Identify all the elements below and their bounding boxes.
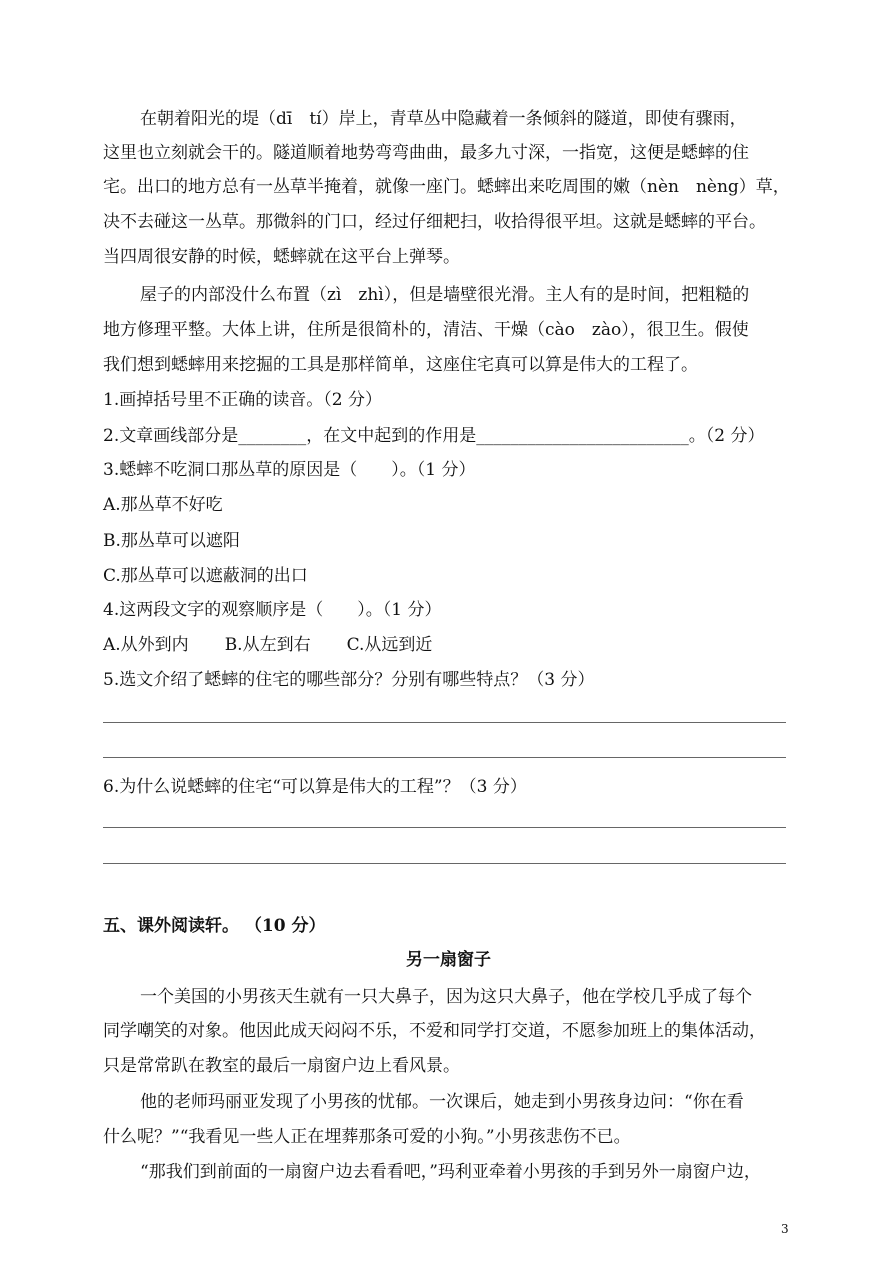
question-4-options	[103, 633, 468, 657]
passage-line: 决不去碰这一丛草。那微斜的门口，经过仔细耙扫，收拾得很平坦。这就是蟋蟀的平台。	[103, 212, 766, 232]
question-3-option-c: C.那丛草可以遮蔽洞的出口	[103, 566, 308, 586]
passage-title: 另一扇窗子	[406, 950, 491, 970]
question-4-option-c: C.从远到近	[346, 635, 433, 655]
passage-line: 屋子的内部没什么布置（zì zhì），但是墙壁很光滑。主人有的是时间，把粗糙的	[140, 285, 750, 305]
page-number: 3	[781, 1222, 789, 1236]
question-5: 5.选文介绍了蟋蟀的住宅的哪些部分？分别有哪些特点？（3 分）	[103, 670, 595, 690]
answer-line	[103, 863, 786, 864]
question-3-option-a: A.那丛草不好吃	[103, 495, 223, 515]
answer-line	[103, 827, 786, 828]
passage-line: 在朝着阳光的堤（dī tí）岸上，青草丛中隐藏着一条倾斜的隧道，即使有骤雨，	[140, 109, 747, 129]
section-heading: 五、课外阅读轩。 （10 分）	[103, 916, 326, 936]
question-4: 4.这两段文字的观察顺序是（ ）。（1 分）	[103, 600, 442, 620]
question-4-option-a: A.从外到内	[103, 635, 189, 655]
passage-line: 他的老师玛丽亚发现了小男孩的忧郁。一次课后，她走到小男孩身边问：“你在看	[140, 1092, 744, 1112]
passage-line: “那我们到前面的一扇窗户边去看看吧，”玛利亚牵着小男孩的手到另外一扇窗户边，	[140, 1162, 761, 1182]
question-2: 2.文章画线部分是________，在文中起到的作用是_________________________。（2 分）	[103, 426, 765, 446]
passage-line: 这里也立刻就会干的。隧道顺着地势弯弯曲曲，最多九寸深，一指宽，这便是蟋蟀的住	[103, 143, 749, 163]
question-3: 3.蟋蟀不吃洞口那丛草的原因是（ ）。（1 分）	[103, 460, 476, 480]
passage-line: 只是常常趴在教室的最后一扇窗户边上看风景。	[103, 1056, 460, 1076]
question-6: 6.为什么说蟋蟀的住宅“可以算是伟大的工程”？（3 分）	[103, 777, 527, 797]
passage-line: 地方修理平整。大体上讲，住所是很简朴的，清洁、干燥（cào zào），很卫生。假使	[103, 320, 749, 340]
passage-line: 宅。出口的地方总有一丛草半掩着，就像一座门。蟋蟀出来吃周围的嫩（nèn nèng）草，	[103, 177, 790, 197]
question-3-option-b: B.那丛草可以遮阳	[103, 531, 240, 551]
question-4-option-b: B.从左到右	[224, 635, 311, 655]
passage-line: 当四周很安静的时候，蟋蟀就在这平台上弹琴。	[103, 247, 460, 267]
passage-line: 什么呢？”“我看见一些人正在埋葬那条可爱的小狗。”小男孩悲伤不已。	[103, 1127, 631, 1147]
passage-line: 同学嘲笑的对象。他因此成天闷闷不乐，不爱和同学打交道，不愿参加班上的集体活动，	[103, 1021, 766, 1041]
answer-line	[103, 722, 786, 723]
answer-line	[103, 757, 786, 758]
passage-line: 一个美国的小男孩天生就有一只大鼻子，因为这只大鼻子，他在学校几乎成了每个	[140, 987, 752, 1007]
question-1: 1.画掉括号里不正确的读音。（2 分）	[103, 390, 382, 410]
passage-line: 我们想到蟋蟀用来挖掘的工具是那样简单，这座住宅真可以算是伟大的工程了。	[103, 355, 698, 375]
